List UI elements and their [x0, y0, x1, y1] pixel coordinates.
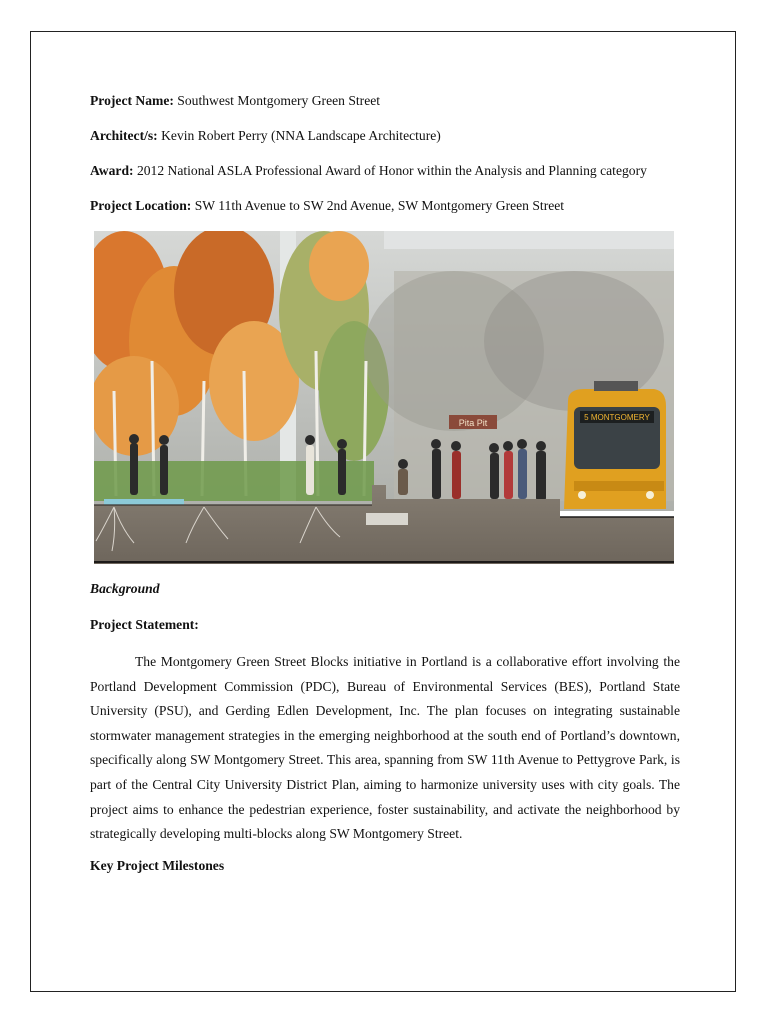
field-value: Kevin Robert Perry (NNA Landscape Architecture) [157, 128, 441, 143]
field-label: Award: [90, 163, 134, 178]
streetscape-section-illustration [94, 231, 674, 564]
key-milestones-heading: Key Project Milestones [90, 858, 225, 873]
tram-destination-sign: 5 MONTGOMERY [584, 413, 650, 422]
field-label: Project Name: [90, 93, 174, 108]
water-channel [104, 499, 184, 505]
project-name-field [90, 92, 380, 110]
field-value: SW 11th Avenue to SW 2nd Avenue, SW Montgomery Green Street [191, 198, 565, 213]
field-label: Architect/s: [90, 128, 158, 143]
streetcar [564, 381, 666, 509]
field-value: Southwest Montgomery Green Street [173, 93, 381, 108]
project-statement-paragraph: The Montgomery Green Street Blocks initiative in Portland is a collaborative effort involving the Portland Development Commission (PDC), Bureau of Environmental Services (BES), Portland State University (PSU), and Gerding Edlen Development, Inc. The plan focuses on integrating sustainable stormwater management strategies in the emerging neighborhood at the south end of Portland’s downtown, specifically along SW Montgomery Street. This area, spanning from SW 11th Avenue to Pettygrove Park, is part of the Central City University District Plan, aiming to harmonize university uses with city goals. The project aims to enhance the pedestrian experience, foster sustainability, and activate the neighborhood by strategically developing multi-blocks along SW Montgomery Street. [90, 654, 680, 842]
field-value: 2012 National ASLA Professional Award of Honor within the Analysis and Planning category [133, 163, 647, 178]
curb-block [366, 513, 408, 525]
field-label: Project Location: [90, 198, 192, 213]
background-heading: Background [90, 581, 160, 596]
canopy-roof [384, 231, 674, 249]
project-location-field [90, 197, 564, 215]
award-field [90, 162, 647, 180]
project-statement-heading: Project Statement: [90, 617, 199, 632]
architect-field [90, 127, 441, 145]
shop-sign-text: Pita Pit [458, 418, 488, 428]
